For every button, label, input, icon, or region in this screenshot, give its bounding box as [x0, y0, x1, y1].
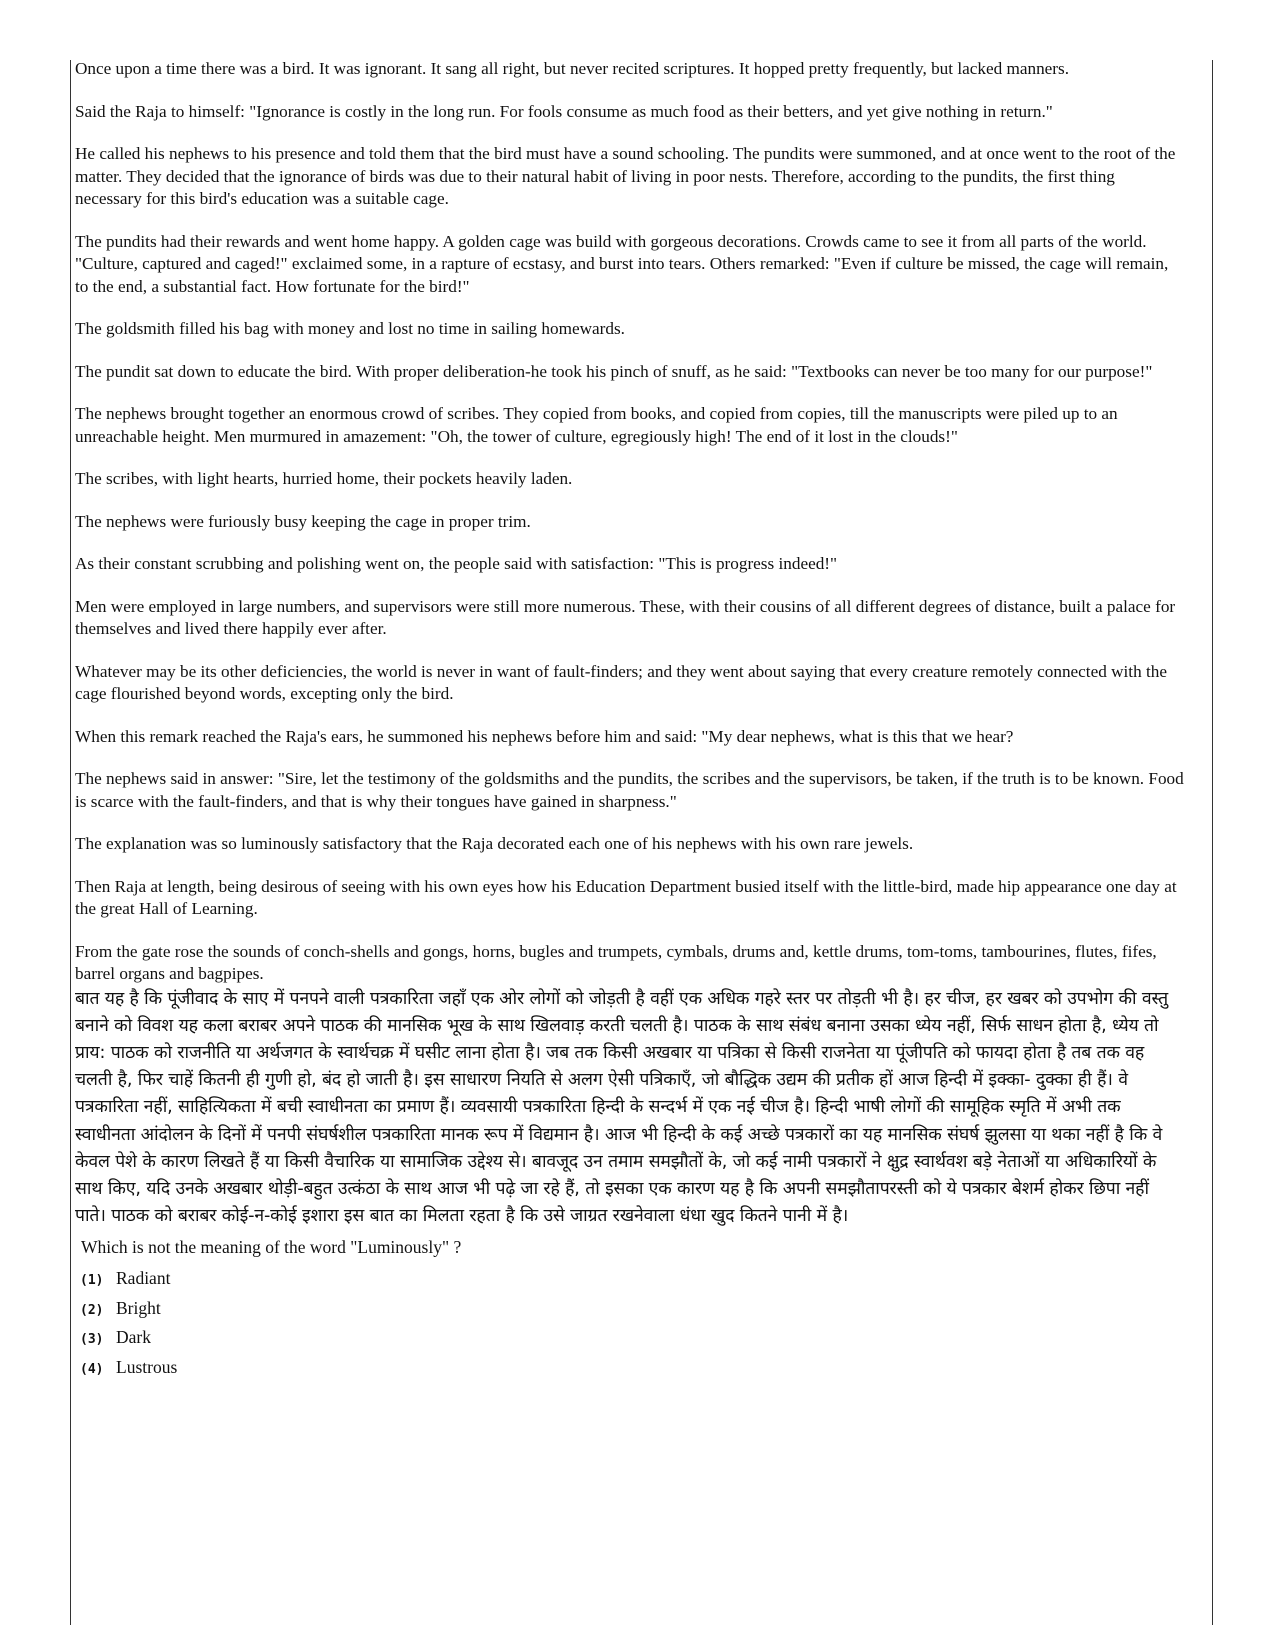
paragraph: Once upon a time there was a bird. It was ignorant. It sang all right, but never recited scriptures. It hopped pretty frequently, but lacked manners.	[75, 59, 1070, 78]
paragraph: Whatever may be its other deficiencies, the world is never in want of fault-finders; and they went about saying that every creature remotely connected with the cage flourished beyond words, excepting only the bird.	[75, 661, 1167, 703]
option-label: Radiant	[116, 1268, 171, 1289]
paragraph: The explanation was so luminously satisfactory that the Raja decorated each one of his nephews with his own rare jewels.	[75, 834, 914, 853]
left-margin-rule	[70, 60, 71, 1625]
answer-option[interactable]	[80, 1354, 1185, 1384]
option-label: Lustrous	[116, 1356, 178, 1377]
answer-option[interactable]	[80, 1265, 1185, 1295]
option-label: Bright	[116, 1297, 161, 1318]
right-margin-rule	[1212, 60, 1213, 1625]
paragraph: The pundits had their rewards and went home happy. A golden cage was build with gorgeous decorations. Crowds came to see it from all parts of the world. "Culture, captured and caged!" exclaimed some, in a rapture of ecstasy, and burst into tears. Others remarked: "Even if culture be missed, the cage will remain, to the end, a substantial fact. How fortunate for the bird!"	[75, 231, 1169, 296]
paragraph: The scribes, with light hearts, hurried home, their pockets heavily laden.	[75, 469, 573, 488]
paragraph: Then Raja at length, being desirous of seeing with his own eyes how his Education Department busied itself with the little-bird, made hip appearance one day at the great Hall of Learning.	[75, 876, 1177, 918]
option-number: (2)	[80, 1302, 104, 1318]
paragraph: The nephews said in answer: "Sire, let the testimony of the goldsmiths and the pundits, the scribes and the supervisors, be taken, if the truth is to be known. Food is scarce with the fault-finders, and that is why their tongues have gained in sharpness."	[75, 769, 1184, 811]
document-content	[75, 58, 1185, 1383]
option-number: (3)	[80, 1332, 104, 1348]
paragraph: The nephews brought together an enormous crowd of scribes. They copied from books, and copied from copies, till the manuscripts were piled up to an unreachable height. Men murmured in amazement: "Oh, the tower of culture, egregiously high! The end of it lost in the clouds!"	[75, 404, 1118, 446]
english-passage	[75, 58, 1185, 986]
paragraph: The pundit sat down to educate the bird. With proper deliberation-he took his pinch of snuff, as he said: "Textbooks can never be too many for our purpose!"	[75, 361, 1153, 381]
answer-options	[75, 1265, 1185, 1383]
paragraph: The goldsmith filled his bag with money and lost no time in sailing homewards.	[75, 319, 625, 338]
paragraph: Men were employed in large numbers, and supervisors were still more numerous. These, with their cousins of all different degrees of distance, built a palace for themselves and lived there happily ever after.	[75, 596, 1176, 638]
paragraph: As their constant scrubbing and polishing went on, the people said with satisfaction: "This is progress indeed!"	[75, 554, 838, 573]
option-number: (1)	[80, 1273, 104, 1289]
paragraph: He called his nephews to his presence and told them that the bird must have a sound schooling. The pundits were summoned, and at once went to the root of the matter. They decided that the ignorance of birds was due to their natural habit of living in poor nests. Therefore, according to the pundits, the first thing necessary for this bird's education was a suitable cage.	[75, 144, 1176, 208]
paragraph: From the gate rose the sounds of conch-shells and gongs, horns, bugles and trumpets, cymbals, drums and, kettle drums, tom-toms, tambourines, flutes, fifes, barrel organs and bagpipes.	[75, 941, 1157, 983]
option-number: (4)	[80, 1361, 104, 1377]
option-label: Dark	[116, 1327, 151, 1348]
paragraph: The nephews were furiously busy keeping the cage in proper trim.	[75, 511, 531, 531]
question-text: Which is not the meaning of the word "Luminously" ?	[81, 1237, 462, 1258]
paragraph: When this remark reached the Raja's ears, he summoned his nephews before him and said: "My dear nephews, what is this that we hear?	[75, 726, 1014, 746]
answer-option[interactable]	[80, 1324, 1185, 1354]
answer-option[interactable]	[80, 1295, 1185, 1325]
paragraph: Said the Raja to himself: "Ignorance is costly in the long run. For fools consume as much food as their betters, and yet give nothing in return."	[75, 101, 1053, 121]
hindi-passage: बात यह है कि पूंजीवाद के साए में पनपने वाली पत्रकारिता जहाँ एक ओर लोगों को जोड़ती है वहीं एक अधिक गहरे स्तर पर तोड़ती भी है। हर चीज, हर खबर को उपभोग की वस्तु बनाने को विवश यह कला बराबर अपने पाठक की मानसिक भूख के साथ खिलवाड़ करती चलती है। पाठक के साथ संबंध बनाना उसका ध्येय नहीं, सिर्फ साधन होता है, ध्येय तो प्राय: पाठक को राजनीति या अर्थजगत के स्वार्थचक्र में घसीट लाना होता है। जब तक किसी अखबार या पत्रिका से किसी राजनेता या पूंजीपति को फायदा होता है तब तक वह चलती है, फिर चाहें कितनी ही गुणी हो, बंद हो जाती है। इस साधारण नियति से अलग ऐसी पत्रिकाएँ, जो बौद्धिक उद्यम की प्रतीक हों आज हिन्दी में इक्का- दुक्का ही हैं। वे पत्रकारिता नहीं, साहित्यिकता में बची स्वाधीनता का प्रमाण हैं। व्यवसायी पत्रकारिता हिन्दी के सन्दर्भ में एक नई चीज है। हिन्दी भाषी लोगों की सामूहिक स्मृति में अभी तक स्वाधीनता आंदोलन के दिनों में पनपी संघर्षशील पत्रकारिता मानक रूप में विद्यमान है। आज भी हिन्दी के कई अच्छे पत्रकारों का यह मानसिक संघर्ष झुलसा या थका नहीं है कि वे केवल पेशे के कारण लिखते हैं या किसी वैचारिक या सामाजिक उद्देश्य से। बावजूद उन तमाम समझौतों के, जो कई नामी पत्रकारों ने क्षुद्र स्वार्थवश बड़े नेताओं या अधिकारियों के साथ किए, यदि उनके अखबार थोड़ी-बहुत उत्कंठा के साथ आज भी पढ़े जा रहे हैं, तो इसका एक कारण यह है कि अपनी समझौतापरस्ती को ये पत्रकार बेशर्म होकर छिपा नहीं पाते। पाठक को बराबर कोई-न-कोई इशारा इस बात का मिलता रहता है कि उसे जाग्रत रखनेवाला धंधा खुद कितने पानी में है।	[75, 988, 1169, 1227]
